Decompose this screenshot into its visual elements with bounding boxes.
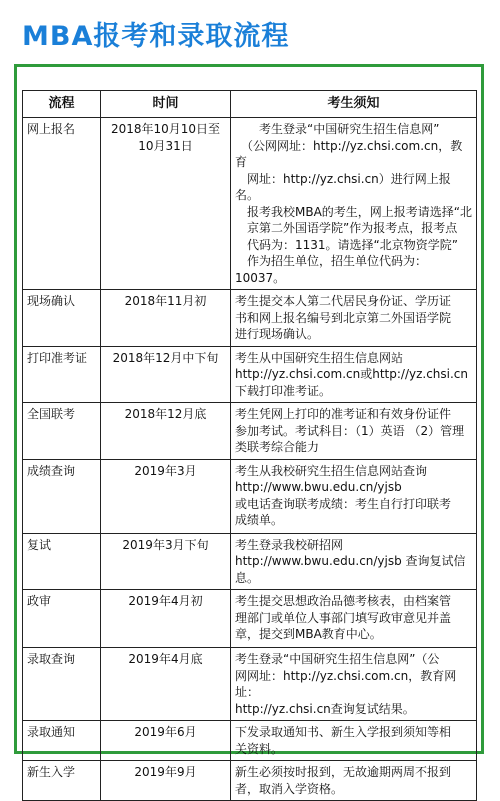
cell-notice xyxy=(231,459,477,533)
notice-line: 理部门或单位人事部门填写政审意见并盖 xyxy=(235,610,452,625)
cell-process: 新生入学 xyxy=(23,761,101,801)
time-line: 2018年12月中下旬 xyxy=(112,350,219,365)
cell-process: 网上报名 xyxy=(23,118,101,290)
cell-process: 复试 xyxy=(23,533,101,590)
notice-line: 考生登录我校研招网 xyxy=(235,537,344,552)
notice-line: 京第二外国语学院”作为报考点，报考点 xyxy=(235,221,458,235)
table-row xyxy=(23,290,477,347)
header-notice: 考生须知 xyxy=(231,91,477,118)
cell-notice xyxy=(231,648,477,721)
table-row xyxy=(23,533,477,590)
notice-line: 考生提交本人第二代居民身份证、学历证 xyxy=(235,294,452,308)
notice-line: 考生提交思想政治品德考核表，由档案管 xyxy=(235,594,452,608)
cell-time xyxy=(101,648,231,721)
cell-notice xyxy=(231,290,477,347)
time-line: 2019年3月 xyxy=(134,463,197,478)
cell-time xyxy=(101,403,231,460)
notice-line: 类联考综合能力 xyxy=(235,440,320,454)
table-row xyxy=(23,648,477,721)
time-line: 2019年4月底 xyxy=(128,652,203,666)
time-line: 2018年12月底 xyxy=(124,407,207,421)
header-process: 流程 xyxy=(23,91,101,118)
notice-line: http://yz.chsi.cn查询复试结果。 xyxy=(235,701,415,716)
cell-time xyxy=(101,290,231,347)
notice-line: 或电话查询联考成绩：考生自行打印联考 xyxy=(235,496,452,511)
table-row xyxy=(23,761,477,801)
table-row xyxy=(23,403,477,460)
notice-line: 书和网上报名编号到北京第二外国语学院 xyxy=(235,310,452,325)
notice-line: 考生登录“中国研究生招生信息网”（公 xyxy=(235,652,440,666)
notice-line: 考生从我校研究生招生信息网站查询 xyxy=(235,463,428,478)
cell-time xyxy=(101,721,231,761)
notice-line: （公网网址：http://yz.chsi.com.cn，教育 xyxy=(235,138,463,169)
notice-line: 网址：http://yz.chsi.cn）进行网上报名。 xyxy=(235,171,451,202)
cell-process: 全国联考 xyxy=(23,403,101,460)
notice-line: 作为招生单位，招生单位代码为：10037。 xyxy=(235,254,428,285)
notice-line: 下发录取通知书、新生入学报到须知等相 xyxy=(235,725,452,739)
table-row xyxy=(23,346,477,403)
notice-line: http://www.bwu.edu.cn/yjsb xyxy=(235,480,402,494)
notice-line: http://www.bwu.edu.cn/yjsb 查询复试信息。 xyxy=(235,554,466,585)
table-row xyxy=(23,721,477,761)
time-line: 2018年11月初 xyxy=(124,294,207,308)
notice-line: 新生必须按时报到，无故逾期两周不报到 xyxy=(235,765,452,779)
notice-line: 成绩单。 xyxy=(235,513,284,527)
time-line: 2019年9月 xyxy=(134,765,197,779)
cell-time xyxy=(101,459,231,533)
notice-line: 章，提交到MBA教育中心。 xyxy=(235,627,382,641)
time-line: 10月31日 xyxy=(138,138,193,153)
cell-time xyxy=(101,533,231,590)
notice-line: http://yz.chsi.com.cn或http://yz.chsi.cn xyxy=(235,367,469,381)
cell-notice xyxy=(231,590,477,648)
cell-process: 政审 xyxy=(23,590,101,648)
cell-time xyxy=(101,118,231,290)
header-time: 时间 xyxy=(101,91,231,118)
cell-process: 现场确认 xyxy=(23,290,101,347)
table-row xyxy=(23,118,477,290)
cell-time xyxy=(101,761,231,801)
table-row xyxy=(23,590,477,648)
notice-line: 代码为：1131。请选择“北京物资学院” xyxy=(235,237,458,252)
notice-line: 报考我校MBA的考生，网上报考请选择“北 xyxy=(235,204,473,219)
notice-line: 考生从中国研究生招生信息网站 xyxy=(235,350,404,365)
notice-line: 参加考试。考试科目：（1）英语 （2）管理 xyxy=(235,423,465,438)
time-line: 2019年3月下旬 xyxy=(122,537,209,552)
cell-notice xyxy=(231,721,477,761)
notice-line: 关资料。 xyxy=(235,741,284,756)
cell-time xyxy=(101,590,231,648)
notice-line: 下载打印准考证。 xyxy=(235,383,332,398)
page-title: MBA报考和录取流程 xyxy=(22,21,290,52)
cell-process: 打印准考证 xyxy=(23,346,101,403)
cell-process: 成绩查询 xyxy=(23,459,101,533)
notice-line: 考生登录“中国研究生招生信息网” xyxy=(235,122,440,136)
cell-process: 录取通知 xyxy=(23,721,101,761)
table-header-row xyxy=(23,91,477,118)
cell-notice xyxy=(231,761,477,801)
cell-notice xyxy=(231,403,477,460)
table-row xyxy=(23,459,477,533)
notice-line: 进行现场确认。 xyxy=(235,327,320,341)
notice-line: 考生凭网上打印的准考证和有效身份证件 xyxy=(235,407,452,421)
cell-notice xyxy=(231,346,477,403)
cell-process: 录取查询 xyxy=(23,648,101,721)
notice-line: 网网址：http://yz.chsi.com.cn，教育网址： xyxy=(235,668,457,699)
time-line: 2018年10月10日至 xyxy=(110,122,221,136)
notice-line: 者，取消入学资格。 xyxy=(235,781,344,796)
cell-time xyxy=(101,346,231,403)
time-line: 2019年4月初 xyxy=(128,594,203,608)
time-line: 2019年6月 xyxy=(134,725,197,739)
process-table xyxy=(22,90,477,801)
cell-notice xyxy=(231,118,477,290)
cell-notice xyxy=(231,533,477,590)
